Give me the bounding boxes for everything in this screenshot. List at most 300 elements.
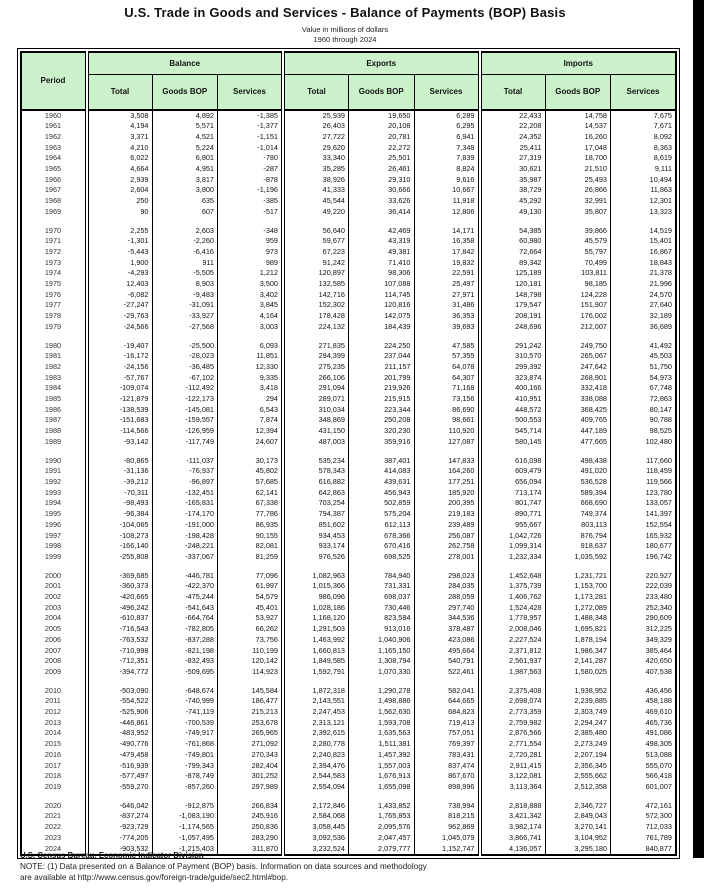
value-cell: -782,805 xyxy=(152,624,218,635)
value-cell: 54,579 xyxy=(218,592,284,603)
value-cell: 45,579 xyxy=(545,236,611,247)
value-cell: 45,292 xyxy=(480,196,546,207)
value-cell: 448,572 xyxy=(480,405,546,416)
value-cell: -57,767 xyxy=(87,373,153,384)
spacer-cell xyxy=(545,218,611,226)
value-cell: 2,371,812 xyxy=(480,646,546,657)
trade-table-frame xyxy=(17,48,680,859)
value-cell: 145,584 xyxy=(218,686,284,697)
value-cell: -166,140 xyxy=(87,541,153,552)
year-cell: 2011 xyxy=(45,696,61,706)
value-cell: 45,503 xyxy=(611,351,677,362)
value-cell: 545,714 xyxy=(480,426,546,437)
value-cell: 1,040,906 xyxy=(349,635,415,646)
value-cell: 1,580,025 xyxy=(545,667,611,678)
spacer-cell xyxy=(152,793,218,801)
value-cell: 288,059 xyxy=(414,592,480,603)
value-cell: 1,872,318 xyxy=(283,686,349,697)
value-cell: -98,493 xyxy=(87,498,153,509)
value-cell: 513,088 xyxy=(611,750,677,761)
value-cell: 35,987 xyxy=(480,175,546,186)
value-cell: 1,655,098 xyxy=(349,782,415,793)
value-cell: 976,526 xyxy=(283,552,349,563)
value-cell: 502,859 xyxy=(349,498,415,509)
value-cell: 67,223 xyxy=(283,247,349,258)
spacer-cell xyxy=(218,448,284,456)
value-cell: 39,693 xyxy=(414,322,480,333)
table-row xyxy=(21,592,677,603)
table-row xyxy=(21,646,677,657)
value-cell: 2,375,408 xyxy=(480,686,546,697)
value-cell: 38,729 xyxy=(480,185,546,196)
col-header-exports-goods: Goods BOP xyxy=(349,74,415,110)
value-cell: 62,141 xyxy=(218,488,284,499)
decade-spacer xyxy=(21,563,677,571)
value-cell: 9,335 xyxy=(218,373,284,384)
value-cell: -1,301 xyxy=(87,236,153,247)
value-cell: 3,508 xyxy=(87,110,153,122)
value-cell: 575,204 xyxy=(349,509,415,520)
year-cell: 2008 xyxy=(44,656,62,666)
value-cell: 1,524,428 xyxy=(480,603,546,614)
value-cell: -1,215,403 xyxy=(152,844,218,856)
value-cell: -878,749 xyxy=(152,771,218,782)
value-cell: 986,096 xyxy=(283,592,349,603)
value-cell: 223,344 xyxy=(349,405,415,416)
value-cell: 20,781 xyxy=(349,132,415,143)
value-cell: 794,387 xyxy=(283,509,349,520)
value-cell: 1,488,348 xyxy=(545,613,611,624)
table-row xyxy=(21,811,677,822)
value-cell: -248,221 xyxy=(152,541,218,552)
value-cell: 35,285 xyxy=(283,164,349,175)
table-row xyxy=(21,581,677,592)
value-cell: 589,394 xyxy=(545,488,611,499)
value-cell: 867,670 xyxy=(414,771,480,782)
value-cell: -369,685 xyxy=(87,571,153,582)
table-row xyxy=(21,624,677,635)
year-cell: 1970 xyxy=(44,225,62,235)
value-cell: 41,333 xyxy=(283,185,349,196)
value-cell: 2,227,524 xyxy=(480,635,546,646)
table-row xyxy=(21,236,677,247)
year-cell: 2021 xyxy=(44,811,62,821)
value-cell: 125,189 xyxy=(480,268,546,279)
value-cell: 2,554,094 xyxy=(283,782,349,793)
year-cell: 1974 xyxy=(44,268,62,278)
value-cell: -24,156 xyxy=(87,362,153,373)
value-cell: 120,181 xyxy=(480,279,546,290)
spacer-cell xyxy=(87,793,153,801)
spacer-cell xyxy=(414,218,480,226)
value-cell: -837,274 xyxy=(87,811,153,822)
value-cell: 247,642 xyxy=(545,362,611,373)
value-cell: 24,570 xyxy=(611,290,677,301)
spacer-cell xyxy=(611,333,677,341)
value-cell: 414,083 xyxy=(349,466,415,477)
value-cell: 33,626 xyxy=(349,196,415,207)
value-cell: 89,342 xyxy=(480,258,546,269)
value-cell: 102,480 xyxy=(611,437,677,448)
value-cell: 64,307 xyxy=(414,373,480,384)
value-cell: 80,147 xyxy=(611,405,677,416)
value-cell: 2,385,480 xyxy=(545,728,611,739)
value-cell: 2,604 xyxy=(87,185,153,196)
value-cell: 208,191 xyxy=(480,311,546,322)
spacer-cell xyxy=(152,448,218,456)
value-cell: 761,789 xyxy=(611,833,677,844)
value-cell: 495,664 xyxy=(414,646,480,657)
value-cell: 224,250 xyxy=(349,341,415,352)
value-cell: -33,927 xyxy=(152,311,218,322)
spacer-cell xyxy=(414,333,480,341)
value-cell: -541,643 xyxy=(152,603,218,614)
value-cell: -857,260 xyxy=(152,782,218,793)
value-cell: -70,311 xyxy=(87,488,153,499)
year-cell: 2001 xyxy=(44,581,62,591)
value-cell: 458,188 xyxy=(611,696,677,707)
value-cell: 22,591 xyxy=(414,268,480,279)
table-row xyxy=(21,667,677,678)
spacer-cell xyxy=(545,448,611,456)
value-cell: 119,566 xyxy=(611,477,677,488)
value-cell: 90,155 xyxy=(218,531,284,542)
value-cell: 77,096 xyxy=(218,571,284,582)
value-cell: -446,781 xyxy=(152,571,218,582)
value-cell: 312,225 xyxy=(611,624,677,635)
value-cell: -646,042 xyxy=(87,801,153,812)
value-cell: 66,262 xyxy=(218,624,284,635)
value-cell: 98,525 xyxy=(611,426,677,437)
value-cell: 3,232,524 xyxy=(283,844,349,856)
year-cell: 1981 xyxy=(44,351,62,361)
value-cell: 2,773,359 xyxy=(480,707,546,718)
source-line: U.S. Census Bureau, Economic Indicator Division xyxy=(20,851,204,860)
value-cell: 698,525 xyxy=(349,552,415,563)
value-cell: 103,811 xyxy=(545,268,611,279)
year-cell: 1995 xyxy=(44,509,62,519)
spacer-cell xyxy=(21,678,87,686)
scan-artifact-right-bar xyxy=(693,0,704,858)
value-cell: 1,272,089 xyxy=(545,603,611,614)
value-cell: 2,172,846 xyxy=(283,801,349,812)
value-cell: 117,660 xyxy=(611,456,677,467)
value-cell: 719,413 xyxy=(414,718,480,729)
value-cell: 15,401 xyxy=(611,236,677,247)
value-cell: 989 xyxy=(218,258,284,269)
spacer-cell xyxy=(414,678,480,686)
value-cell: 477,665 xyxy=(545,437,611,448)
table-row xyxy=(21,373,677,384)
value-cell: 22,433 xyxy=(480,110,546,122)
value-cell: -360,373 xyxy=(87,581,153,592)
value-cell: 184,439 xyxy=(349,322,415,333)
value-cell: 601,007 xyxy=(611,782,677,793)
value-cell: -25,500 xyxy=(152,341,218,352)
value-cell: 962,869 xyxy=(414,822,480,833)
value-cell: 35,807 xyxy=(545,207,611,218)
year-cell: 1992 xyxy=(44,477,62,486)
value-cell: -446,861 xyxy=(87,718,153,729)
year-cell: 1989 xyxy=(44,436,62,446)
value-cell: 71,410 xyxy=(349,258,415,269)
value-cell: 17,842 xyxy=(414,247,480,258)
value-cell: 1,778,957 xyxy=(480,613,546,624)
spacer-cell xyxy=(414,448,480,456)
value-cell: 898,996 xyxy=(414,782,480,793)
value-cell: 607 xyxy=(152,207,218,218)
value-cell: 26,866 xyxy=(545,185,611,196)
table-row xyxy=(21,750,677,761)
value-cell: 215,915 xyxy=(349,394,415,405)
value-cell: -191,000 xyxy=(152,520,218,531)
value-cell: -104,065 xyxy=(87,520,153,531)
spacer-cell xyxy=(152,563,218,571)
value-cell: 8,903 xyxy=(152,279,218,290)
value-cell: 1,231,721 xyxy=(545,571,611,582)
value-cell: 290,609 xyxy=(611,613,677,624)
value-cell: 42,469 xyxy=(349,226,415,237)
value-cell: 25,497 xyxy=(414,279,480,290)
value-cell: -122,173 xyxy=(152,394,218,405)
spacer-cell xyxy=(480,448,546,456)
value-cell: 3,295,180 xyxy=(545,844,611,856)
value-cell: 179,547 xyxy=(480,300,546,311)
value-cell: 90 xyxy=(87,207,153,218)
value-cell: 6,093 xyxy=(218,341,284,352)
value-cell: -832,493 xyxy=(152,656,218,667)
value-cell: 616,098 xyxy=(480,456,546,467)
year-cell: 2002 xyxy=(44,592,62,602)
spacer-cell xyxy=(545,793,611,801)
table-row xyxy=(21,782,677,793)
value-cell: 38,926 xyxy=(283,175,349,186)
year-cell: 1991 xyxy=(44,466,62,476)
value-cell: 498,305 xyxy=(611,739,677,750)
value-cell: -24,566 xyxy=(87,322,153,333)
value-cell: 10,667 xyxy=(414,185,480,196)
year-cell: 1966 xyxy=(44,174,62,184)
value-cell: 410,951 xyxy=(480,394,546,405)
value-cell: 98,306 xyxy=(349,268,415,279)
table-row xyxy=(21,552,677,563)
value-cell: 54,385 xyxy=(480,226,546,237)
value-cell: 31,486 xyxy=(414,300,480,311)
value-cell: 30,173 xyxy=(218,456,284,467)
year-cell: 1979 xyxy=(44,321,62,331)
year-cell: 1999 xyxy=(44,551,62,561)
value-cell: 16,358 xyxy=(414,236,480,247)
value-cell: 299,392 xyxy=(480,362,546,373)
value-cell: 24,607 xyxy=(218,437,284,448)
value-cell: 110,199 xyxy=(218,646,284,657)
value-cell: 323,874 xyxy=(480,373,546,384)
value-cell: -28,023 xyxy=(152,351,218,362)
value-cell: 6,543 xyxy=(218,405,284,416)
col-header-imports-goods: Goods BOP xyxy=(545,74,611,110)
value-cell: 3,003 xyxy=(218,322,284,333)
value-cell: -1,385 xyxy=(218,110,284,122)
spacer-cell xyxy=(480,333,546,341)
value-cell: 1,849,585 xyxy=(283,656,349,667)
value-cell: 13,323 xyxy=(611,207,677,218)
value-cell: 219,926 xyxy=(349,383,415,394)
value-cell: -67,102 xyxy=(152,373,218,384)
value-cell: 472,161 xyxy=(611,801,677,812)
value-cell: 431,150 xyxy=(283,426,349,437)
value-cell: 29,310 xyxy=(349,175,415,186)
value-cell: 4,664 xyxy=(87,164,153,175)
value-cell: 2,818,888 xyxy=(480,801,546,812)
value-cell: 289,071 xyxy=(283,394,349,405)
value-cell: 18,843 xyxy=(611,258,677,269)
value-cell: 368,425 xyxy=(545,405,611,416)
value-cell: 2,876,566 xyxy=(480,728,546,739)
table-row xyxy=(21,311,677,322)
value-cell: 212,007 xyxy=(545,322,611,333)
value-cell: 265,965 xyxy=(218,728,284,739)
value-cell: 200,395 xyxy=(414,498,480,509)
value-cell: 1,463,992 xyxy=(283,635,349,646)
value-cell: 53,927 xyxy=(218,613,284,624)
table-row xyxy=(21,279,677,290)
value-cell: 43,319 xyxy=(349,236,415,247)
year-cell: 1975 xyxy=(44,279,62,289)
year-cell: 2016 xyxy=(44,749,62,759)
value-cell: 1,291,503 xyxy=(283,624,349,635)
value-cell: -36,485 xyxy=(152,362,218,373)
table-row xyxy=(21,351,677,362)
value-cell: 291,242 xyxy=(480,341,546,352)
value-cell: 67,748 xyxy=(611,383,677,394)
value-cell: -740,999 xyxy=(152,696,218,707)
value-cell: 4,164 xyxy=(218,311,284,322)
value-cell: 1,015,366 xyxy=(283,581,349,592)
table-body xyxy=(21,110,677,856)
group-header-balance: Balance xyxy=(87,52,284,75)
value-cell: 1,695,821 xyxy=(545,624,611,635)
value-cell: -2,260 xyxy=(152,236,218,247)
value-cell: 1,070,330 xyxy=(349,667,415,678)
year-cell: 1987 xyxy=(44,415,62,425)
table-row xyxy=(21,268,677,279)
value-cell: 2,207,194 xyxy=(545,750,611,761)
value-cell: 49,130 xyxy=(480,207,546,218)
value-cell: 219,183 xyxy=(414,509,480,520)
value-cell: -96,897 xyxy=(152,477,218,488)
value-cell: 271,092 xyxy=(218,739,284,750)
year-cell: 2014 xyxy=(44,728,62,738)
value-cell: -93,142 xyxy=(87,437,153,448)
value-cell: 151,907 xyxy=(545,300,611,311)
value-cell: 215,213 xyxy=(218,707,284,718)
value-cell: 239,489 xyxy=(414,520,480,531)
value-cell: 1,457,392 xyxy=(349,750,415,761)
value-cell: 294 xyxy=(218,394,284,405)
spacer-cell xyxy=(283,448,349,456)
value-cell: 409,765 xyxy=(545,415,611,426)
table-row xyxy=(21,110,677,122)
spacer-cell xyxy=(21,218,87,226)
year-cell: 1976 xyxy=(44,289,62,299)
value-cell: 2,939 xyxy=(87,175,153,186)
spacer-cell xyxy=(611,563,677,571)
value-cell: -27,568 xyxy=(152,322,218,333)
value-cell: 21,510 xyxy=(545,164,611,175)
value-cell: 132,585 xyxy=(283,279,349,290)
value-cell: 3,113,364 xyxy=(480,782,546,793)
value-cell: -165,831 xyxy=(152,498,218,509)
value-cell: 77,786 xyxy=(218,509,284,520)
value-cell: -664,764 xyxy=(152,613,218,624)
value-cell: 1,676,913 xyxy=(349,771,415,782)
value-cell: 275,235 xyxy=(283,362,349,373)
spacer-cell xyxy=(87,563,153,571)
value-cell: 1,433,852 xyxy=(349,801,415,812)
value-cell: 186,477 xyxy=(218,696,284,707)
value-cell: 6,289 xyxy=(414,110,480,122)
value-cell: 1,165,150 xyxy=(349,646,415,657)
value-cell: 3,845 xyxy=(218,300,284,311)
value-cell: -114,566 xyxy=(87,426,153,437)
value-cell: 294,399 xyxy=(283,351,349,362)
decade-spacer xyxy=(21,333,677,341)
spacer-cell xyxy=(545,333,611,341)
value-cell: -138,539 xyxy=(87,405,153,416)
value-cell: 555,070 xyxy=(611,761,677,772)
value-cell: 180,677 xyxy=(611,541,677,552)
value-cell: 3,104,952 xyxy=(545,833,611,844)
value-cell: -287 xyxy=(218,164,284,175)
value-cell: 256,087 xyxy=(414,531,480,542)
value-cell: 301,252 xyxy=(218,771,284,782)
value-cell: 270,343 xyxy=(218,750,284,761)
value-cell: 49,381 xyxy=(349,247,415,258)
value-cell: 1,562,630 xyxy=(349,707,415,718)
value-cell: -1,057,495 xyxy=(152,833,218,844)
value-cell: 250,208 xyxy=(349,415,415,426)
value-cell: 266,106 xyxy=(283,373,349,384)
table-row xyxy=(21,456,677,467)
value-cell: 284,035 xyxy=(414,581,480,592)
value-cell: 2,079,777 xyxy=(349,844,415,856)
value-cell: 4,892 xyxy=(152,110,218,122)
value-cell: 59,677 xyxy=(283,236,349,247)
value-cell: 201,799 xyxy=(349,373,415,384)
value-cell: 8,092 xyxy=(611,132,677,143)
year-cell: 1996 xyxy=(44,519,62,529)
value-cell: 749,374 xyxy=(545,509,611,520)
table-row xyxy=(21,466,677,477)
value-cell: 359,916 xyxy=(349,437,415,448)
table-row xyxy=(21,207,677,218)
value-cell: 2,294,247 xyxy=(545,718,611,729)
value-cell: 17,048 xyxy=(545,143,611,154)
value-cell: 934,453 xyxy=(283,531,349,542)
table-row xyxy=(21,771,677,782)
value-cell: 233,480 xyxy=(611,592,677,603)
table-row xyxy=(21,247,677,258)
value-cell: 36,353 xyxy=(414,311,480,322)
value-cell: 1,028,186 xyxy=(283,603,349,614)
value-cell: -700,539 xyxy=(152,718,218,729)
value-cell: 609,479 xyxy=(480,466,546,477)
value-cell: 33,340 xyxy=(283,153,349,164)
value-cell: 3,122,081 xyxy=(480,771,546,782)
spacer-cell xyxy=(349,333,415,341)
value-cell: 49,220 xyxy=(283,207,349,218)
year-cell: 1965 xyxy=(44,164,62,174)
